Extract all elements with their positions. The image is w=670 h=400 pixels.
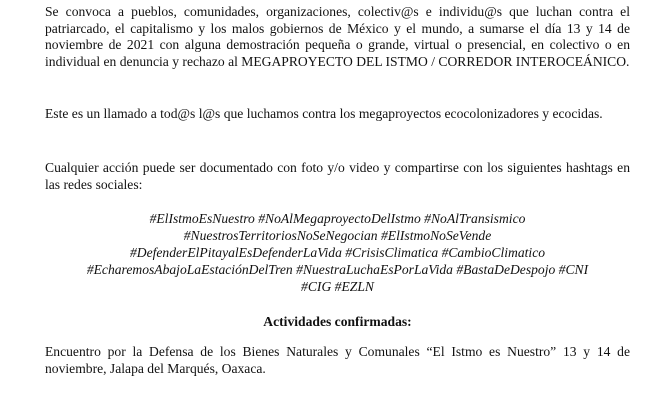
hashtag-line: #EcharemosAbajoLaEstaciónDelTren #NuestraLuchaEsPorLaVida #BastaDeDespojo #CNI	[86, 262, 589, 277]
hashtag-line: #CIG #EZLN	[301, 279, 374, 294]
cut-off-text-line	[45, 394, 630, 400]
hashtag-line: #ElIstmoEsNuestro #NoAlMegaproyectoDelIstmo #NoAlTransismico	[149, 211, 526, 226]
hashtag-line: #NuestrosTerritoriosNoSeNegocian #ElIstmoNoSeVende	[183, 228, 492, 243]
hashtag-line: #DefenderElPitayalEsDefenderLaVida #CrisisClimatica #CambioClimatico	[129, 245, 546, 260]
activity-item: Encuentro por la Defensa de los Bienes Naturales y Comunales “El Istmo es Nuestro” 13 y 14 de noviembre, Jalapa del Marqués, Oaxaca.	[45, 344, 630, 376]
call-paragraph: Se convoca a pueblos, comunidades, organizaciones, colectiv@s e individu@s que luchan contra el patriarcado, el capitalismo y los malos gobiernos de México y el mundo, a sumarse el día 13 y 14 de noviembre de 2021 con alguna demostración pequeña o grande, virtual o presencial, en colectivo o en individual en denuncia y rechazo al MEGAPROYECTO DEL ISTMO / CORREDOR INTEROCEÁNICO.	[45, 4, 630, 69]
section-heading: Actividades confirmadas:	[263, 314, 412, 329]
hashtag-block	[45, 210, 630, 295]
appeal-paragraph: Este es un llamado a tod@s l@s que luchamos contra los megaproyectos ecocolonizadores y ecocidas.	[45, 106, 603, 121]
hashtag-intro-paragraph: Cualquier acción puede ser documentado con foto y/o video y compartirse con los siguientes hashtags en las redes sociales:	[45, 160, 630, 192]
